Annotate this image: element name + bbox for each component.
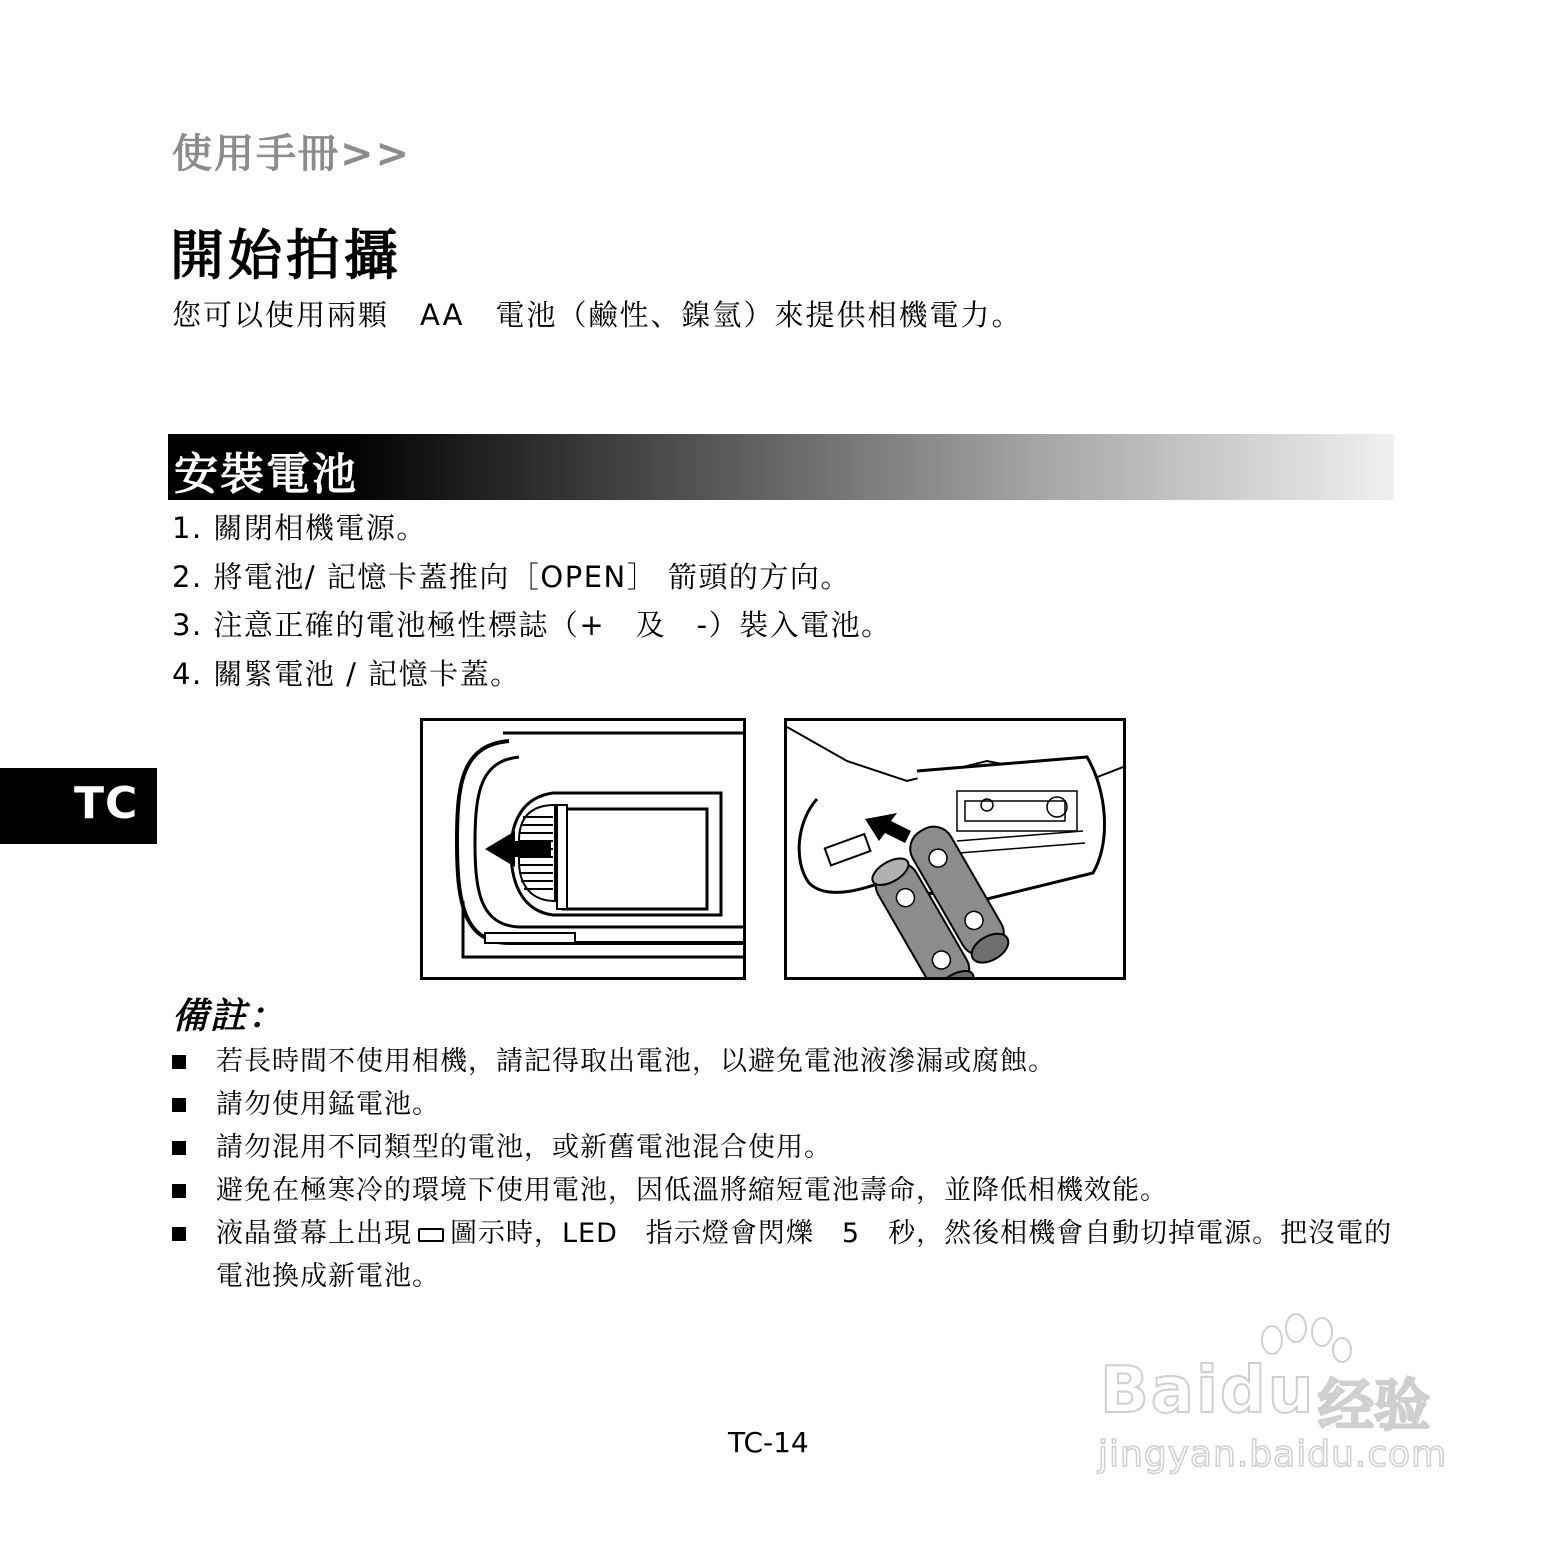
step-item: 2. 將電池/ 記憶卡蓋推向［OPEN］ 箭頭的方向。: [172, 559, 851, 594]
bullet-icon: [172, 1098, 186, 1112]
battery-insert-illustration: [787, 721, 1123, 977]
steps-list: [172, 508, 892, 702]
bullet-icon: [172, 1227, 186, 1241]
intro-text: 您可以使用兩顆 AA 電池（鹼性、鎳氫）來提供相機電力。: [172, 298, 1023, 332]
note-item: [172, 1212, 1402, 1298]
breadcrumb: 使用手冊>>: [172, 131, 412, 177]
figure-insert-batteries: [784, 718, 1126, 980]
note-item: [172, 1169, 1402, 1212]
note-item: [172, 1040, 1402, 1083]
note-text: 圖示時，LED 指示燈會閃爍 5 秒，然後相機會自動切掉電源。把沒電的電池換成新電池。: [216, 1218, 1393, 1292]
note-item: [172, 1126, 1402, 1169]
note-text: 請勿混用不同類型的電池，或新舊電池混合使用。: [216, 1132, 832, 1163]
watermark-url: jingyan.baidu.com: [1098, 1434, 1448, 1475]
page-title: 開始拍攝: [170, 224, 402, 287]
watermark-logo-cn: 经验: [1318, 1374, 1430, 1439]
language-tab: [0, 768, 157, 844]
note-item: [172, 1083, 1402, 1126]
empty-battery-icon: [418, 1228, 444, 1242]
bullet-icon: [172, 1141, 186, 1155]
page-number: TC-14: [728, 1426, 809, 1459]
step-item: 1. 關閉相機電源。: [172, 511, 427, 545]
step-item: 4. 關緊電池 / 記憶卡蓋。: [172, 656, 521, 691]
bullet-icon: [172, 1055, 186, 1069]
camera-cover-illustration: [423, 721, 743, 977]
section-title: 安裝電池: [174, 449, 358, 500]
watermark: [1092, 1310, 1452, 1500]
language-tab-label: TC: [74, 778, 139, 829]
step-item: 3. 注意正確的電池極性標誌（+ 及 -）裝入電池。: [172, 608, 892, 642]
bullet-icon: [172, 1184, 186, 1198]
watermark-logo: Baidu: [1100, 1354, 1316, 1428]
note-text: 液晶螢幕上出現: [216, 1218, 412, 1249]
figure-open-cover: [420, 718, 746, 980]
note-text: 避免在極寒冷的環境下使用電池，因低溫將縮短電池壽命，並降低相機效能。: [216, 1175, 1168, 1206]
notes-title: 備註：: [172, 996, 287, 1037]
notes-list: [172, 1040, 1402, 1298]
section-header-bar: [168, 434, 1394, 500]
note-text: 若長時間不使用相機，請記得取出電池，以避免電池液滲漏或腐蝕。: [216, 1046, 1056, 1077]
note-text: 請勿使用錳電池。: [216, 1089, 440, 1120]
